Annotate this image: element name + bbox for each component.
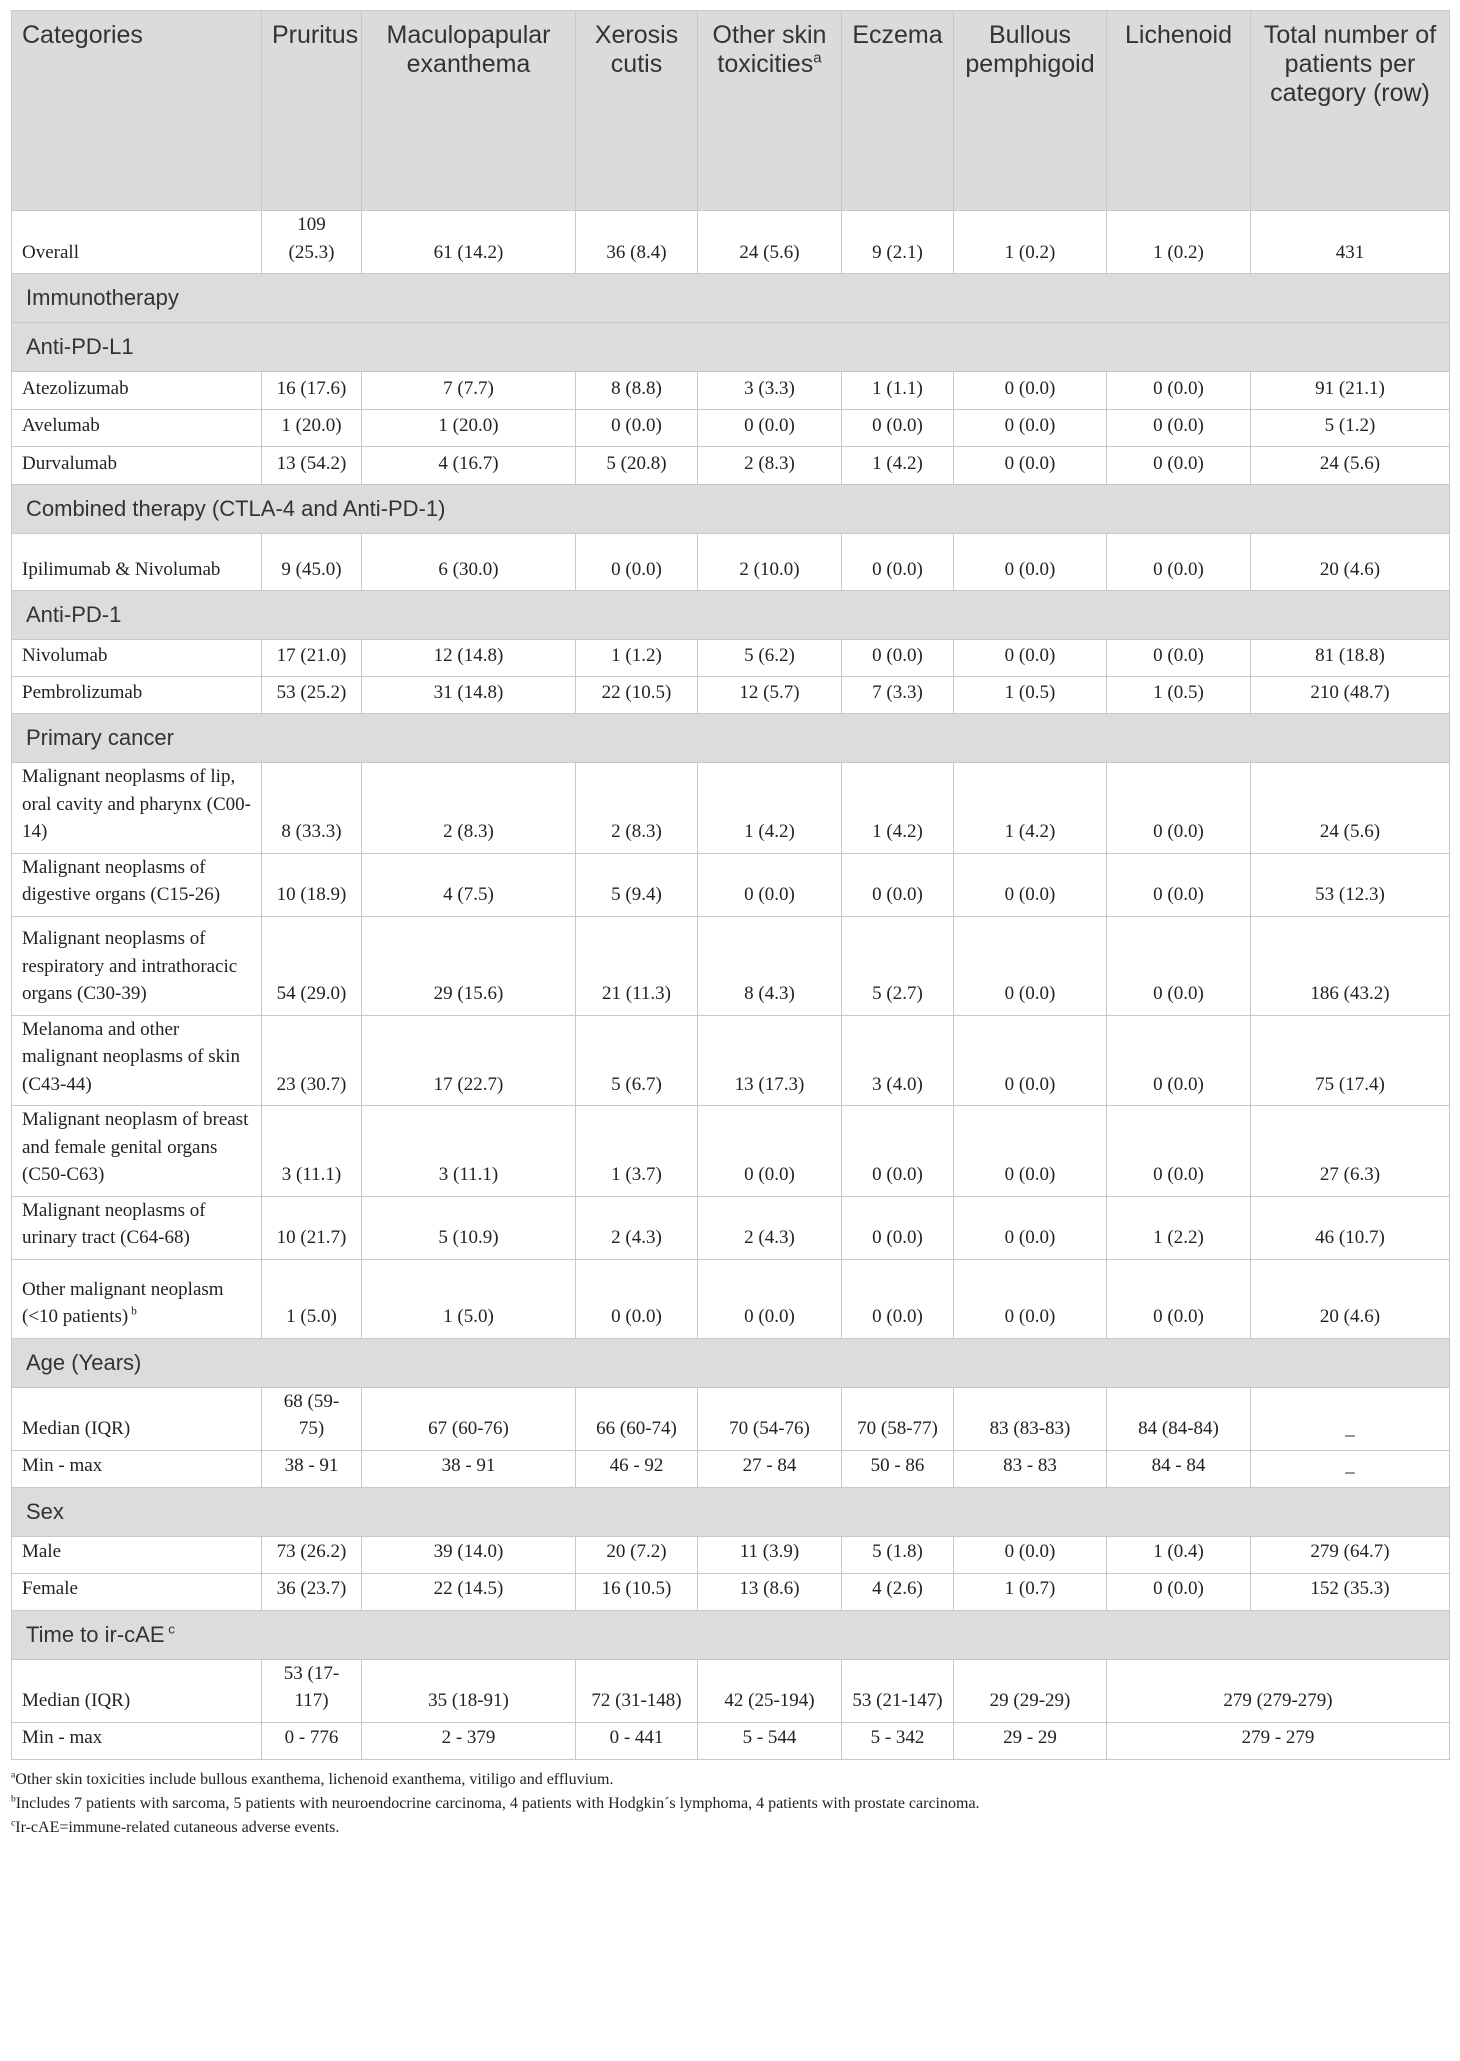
cell-other-skin: 0 (0.0) <box>698 1106 842 1197</box>
row-label: Overall <box>12 211 262 274</box>
cell-bullous-pemphigoid: 1 (0.7) <box>954 1573 1107 1610</box>
cell-other-skin: 0 (0.0) <box>698 1259 842 1338</box>
row-label: Malignant neoplasms of urinary tract (C64-68) <box>12 1196 262 1259</box>
cell-eczema: 0 (0.0) <box>842 410 954 447</box>
cell-pruritus: 36 (23.7) <box>262 1573 362 1610</box>
footnote-marker: a <box>11 1769 16 1781</box>
cell-maculopapular: 4 (16.7) <box>362 447 576 485</box>
cell-lichenoid: 0 (0.0) <box>1107 372 1251 410</box>
row-label: Avelumab <box>12 410 262 447</box>
cell-eczema: 5 (1.8) <box>842 1536 954 1573</box>
row-label: Male <box>12 1536 262 1573</box>
row-label: Malignant neoplasm of breast and female genital organs (C50-C63) <box>12 1106 262 1197</box>
cell-bullous-pemphigoid: 1 (4.2) <box>954 763 1107 854</box>
cell-eczema: 5 (2.7) <box>842 916 954 1015</box>
cell-bullous-pemphigoid: 1 (0.2) <box>954 211 1107 274</box>
cell-eczema: 4 (2.6) <box>842 1573 954 1610</box>
cell-eczema: 0 (0.0) <box>842 853 954 916</box>
header-row <box>12 11 1450 211</box>
cell-bullous-pemphigoid: 0 (0.0) <box>954 1196 1107 1259</box>
cell-eczema: 3 (4.0) <box>842 1015 954 1106</box>
cell-other-skin: 2 (8.3) <box>698 447 842 485</box>
cell-maculopapular: 6 (30.0) <box>362 534 576 591</box>
cell-lichenoid: 84 (84-84) <box>1107 1387 1251 1450</box>
cell-total: 91 (21.1) <box>1251 372 1450 410</box>
cell-xerosis: 1 (1.2) <box>576 640 698 677</box>
cell-bullous-pemphigoid: 0 (0.0) <box>954 1106 1107 1197</box>
table-row <box>12 1106 1450 1197</box>
cell-bullous-pemphigoid: 0 (0.0) <box>954 410 1107 447</box>
table-row <box>12 916 1450 1015</box>
table-row <box>12 211 1450 274</box>
table-row <box>12 763 1450 854</box>
cell-pruritus: 17 (21.0) <box>262 640 362 677</box>
cell-lichenoid: 1 (0.2) <box>1107 211 1251 274</box>
cell-lichenoid: 1 (2.2) <box>1107 1196 1251 1259</box>
cell-total: 27 (6.3) <box>1251 1106 1450 1197</box>
row-label: Ipilimumab & Nivolumab <box>12 534 262 591</box>
cell-maculopapular: 29 (15.6) <box>362 916 576 1015</box>
cell-eczema: 0 (0.0) <box>842 1106 954 1197</box>
cell-xerosis: 22 (10.5) <box>576 677 698 714</box>
header-maculopapular-exanthema: Maculopapular exanthema <box>362 11 576 211</box>
cell-bullous-pemphigoid: 29 - 29 <box>954 1722 1107 1759</box>
cell-eczema: 1 (1.1) <box>842 372 954 410</box>
section-row <box>12 714 1450 763</box>
cell-other-skin: 27 - 84 <box>698 1450 842 1487</box>
footnotes <box>11 1768 1449 1840</box>
cell-pruritus: 9 (45.0) <box>262 534 362 591</box>
section-label: Anti-PD-L1 <box>12 323 1450 372</box>
cell-pruritus: 54 (29.0) <box>262 916 362 1015</box>
table-row <box>12 1573 1450 1610</box>
cell-xerosis: 0 (0.0) <box>576 534 698 591</box>
cell-bullous-pemphigoid: 1 (0.5) <box>954 677 1107 714</box>
cell-maculopapular: 61 (14.2) <box>362 211 576 274</box>
cell-lichenoid: 84 - 84 <box>1107 1450 1251 1487</box>
cell-other-skin: 2 (4.3) <box>698 1196 842 1259</box>
cell-other-skin: 24 (5.6) <box>698 211 842 274</box>
cell-bullous-pemphigoid: 0 (0.0) <box>954 372 1107 410</box>
cell-xerosis: 46 - 92 <box>576 1450 698 1487</box>
footnote <box>11 1768 1449 1792</box>
cell-maculopapular: 38 - 91 <box>362 1450 576 1487</box>
row-label: Min - max <box>12 1722 262 1759</box>
cell-eczema: 0 (0.0) <box>842 1259 954 1338</box>
cell-eczema: 0 (0.0) <box>842 640 954 677</box>
cell-pruritus: 1 (20.0) <box>262 410 362 447</box>
table-row <box>12 410 1450 447</box>
row-label-sup: b <box>128 1305 137 1318</box>
section-label: Immunotherapy <box>12 274 1450 323</box>
cell-lichenoid: 0 (0.0) <box>1107 1015 1251 1106</box>
row-label: Pembrolizumab <box>12 677 262 714</box>
cell-xerosis: 16 (10.5) <box>576 1573 698 1610</box>
cell-maculopapular: 5 (10.9) <box>362 1196 576 1259</box>
cell-maculopapular: 31 (14.8) <box>362 677 576 714</box>
row-label: Median (IQR) <box>12 1659 262 1722</box>
cell-maculopapular: 12 (14.8) <box>362 640 576 677</box>
cell-pruritus: 13 (54.2) <box>262 447 362 485</box>
header-bullous-pemphigoid: Bullous pemphigoid <box>954 11 1107 211</box>
footnote-text: Includes 7 patients with sarcoma, 5 patients with neuroendocrine carcinoma, 4 patients with Hodgkin´s lymphoma, 4 patients with prostate carcinoma. <box>15 1794 980 1812</box>
cell-pruritus: 10 (18.9) <box>262 853 362 916</box>
footnote-text: Other skin toxicities include bullous exanthema, lichenoid exanthema, vitiligo and effluvium. <box>15 1770 614 1788</box>
header-total: Total number of patients per category (row) <box>1251 11 1450 211</box>
header-xerosis-cutis: Xerosis cutis <box>576 11 698 211</box>
cell-eczema: 1 (4.2) <box>842 447 954 485</box>
cell-lichenoid: 0 (0.0) <box>1107 763 1251 854</box>
cell-pruritus: 109 (25.3) <box>262 211 362 274</box>
cell-pruritus: 38 - 91 <box>262 1450 362 1487</box>
cell-lichenoid: 1 (0.5) <box>1107 677 1251 714</box>
cell-merged-lichenoid-total: 279 (279-279) <box>1107 1659 1450 1722</box>
header-other-skin-label: Other skin toxicities <box>712 21 827 78</box>
section-row <box>12 323 1450 372</box>
row-label: Melanoma and other malignant neoplasms of skin (C43-44) <box>12 1015 262 1106</box>
cell-maculopapular: 4 (7.5) <box>362 853 576 916</box>
cell-other-skin: 11 (3.9) <box>698 1536 842 1573</box>
cell-other-skin: 3 (3.3) <box>698 372 842 410</box>
cell-xerosis: 8 (8.8) <box>576 372 698 410</box>
cell-eczema: 5 - 342 <box>842 1722 954 1759</box>
table-row <box>12 447 1450 485</box>
cell-bullous-pemphigoid: 83 - 83 <box>954 1450 1107 1487</box>
section-row <box>12 274 1450 323</box>
section-row <box>12 1487 1450 1536</box>
cell-eczema: 0 (0.0) <box>842 1196 954 1259</box>
cell-xerosis: 2 (4.3) <box>576 1196 698 1259</box>
table-body <box>12 211 1450 1760</box>
cell-total: 186 (43.2) <box>1251 916 1450 1015</box>
section-row <box>12 1610 1450 1659</box>
table-row <box>12 1536 1450 1573</box>
header-eczema: Eczema <box>842 11 954 211</box>
cell-other-skin: 12 (5.7) <box>698 677 842 714</box>
section-row <box>12 485 1450 534</box>
footnote-marker: b <box>11 1793 16 1805</box>
cell-total: 20 (4.6) <box>1251 534 1450 591</box>
cell-other-skin: 0 (0.0) <box>698 853 842 916</box>
skin-toxicity-table <box>11 10 1450 1760</box>
footnote <box>11 1792 1449 1816</box>
cell-total: 24 (5.6) <box>1251 763 1450 854</box>
cell-pruritus: 1 (5.0) <box>262 1259 362 1338</box>
cell-xerosis: 1 (3.7) <box>576 1106 698 1197</box>
section-label: Combined therapy (CTLA-4 and Anti-PD-1) <box>12 485 1450 534</box>
cell-pruritus: 10 (21.7) <box>262 1196 362 1259</box>
cell-other-skin: 2 (10.0) <box>698 534 842 591</box>
footnote-marker: c <box>11 1817 16 1829</box>
cell-pruritus: 0 - 776 <box>262 1722 362 1759</box>
cell-lichenoid: 0 (0.0) <box>1107 1259 1251 1338</box>
cell-other-skin: 1 (4.2) <box>698 763 842 854</box>
table-row <box>12 1196 1450 1259</box>
cell-pruritus: 8 (33.3) <box>262 763 362 854</box>
cell-total: 53 (12.3) <box>1251 853 1450 916</box>
footnote <box>11 1816 1449 1840</box>
cell-eczema: 9 (2.1) <box>842 211 954 274</box>
cell-maculopapular: 7 (7.7) <box>362 372 576 410</box>
cell-bullous-pemphigoid: 0 (0.0) <box>954 447 1107 485</box>
cell-lichenoid: 0 (0.0) <box>1107 640 1251 677</box>
cell-eczema: 7 (3.3) <box>842 677 954 714</box>
cell-lichenoid: 0 (0.0) <box>1107 447 1251 485</box>
section-label: Time to ir-cAE $^c$ <box>12 1610 1450 1659</box>
cell-bullous-pemphigoid: 0 (0.0) <box>954 853 1107 916</box>
row-label: Other malignant neoplasm (<10 patients) $^b$ <box>12 1259 262 1338</box>
section-label: Anti-PD-1 <box>12 591 1450 640</box>
cell-lichenoid: 0 (0.0) <box>1107 853 1251 916</box>
cell-maculopapular: 1 (20.0) <box>362 410 576 447</box>
table-row <box>12 853 1450 916</box>
cell-other-skin: 0 (0.0) <box>698 410 842 447</box>
row-label: Min - max <box>12 1450 262 1487</box>
cell-pruritus: 16 (17.6) <box>262 372 362 410</box>
cell-xerosis: 21 (11.3) <box>576 916 698 1015</box>
row-label: Malignant neoplasms of digestive organs (C15-26) <box>12 853 262 916</box>
cell-maculopapular: 3 (11.1) <box>362 1106 576 1197</box>
cell-pruritus: 3 (11.1) <box>262 1106 362 1197</box>
cell-xerosis: 72 (31-148) <box>576 1659 698 1722</box>
cell-lichenoid: 0 (0.0) <box>1107 916 1251 1015</box>
cell-other-skin: 13 (8.6) <box>698 1573 842 1610</box>
cell-eczema: 70 (58-77) <box>842 1387 954 1450</box>
row-label: Malignant neoplasms of lip, oral cavity and pharynx (C00-14) <box>12 763 262 854</box>
cell-maculopapular: 1 (5.0) <box>362 1259 576 1338</box>
cell-bullous-pemphigoid: 29 (29-29) <box>954 1659 1107 1722</box>
cell-bullous-pemphigoid: 0 (0.0) <box>954 1259 1107 1338</box>
cell-xerosis: 0 (0.0) <box>576 410 698 447</box>
section-label: Age (Years) <box>12 1338 1450 1387</box>
table-row <box>12 372 1450 410</box>
cell-eczema: 50 - 86 <box>842 1450 954 1487</box>
header-lichenoid: Lichenoid <box>1107 11 1251 211</box>
cell-maculopapular: 67 (60-76) <box>362 1387 576 1450</box>
footnote-text: Ir-cAE=immune-related cutaneous adverse events. <box>15 1818 340 1836</box>
table-row <box>12 1722 1450 1759</box>
table-container <box>11 10 1449 1840</box>
cell-bullous-pemphigoid: 0 (0.0) <box>954 640 1107 677</box>
cell-lichenoid: 0 (0.0) <box>1107 1106 1251 1197</box>
cell-xerosis: 66 (60-74) <box>576 1387 698 1450</box>
cell-bullous-pemphigoid: 83 (83-83) <box>954 1387 1107 1450</box>
row-label: Female <box>12 1573 262 1610</box>
header-pruritus: Pruritus <box>262 11 362 211</box>
cell-other-skin: 70 (54-76) <box>698 1387 842 1450</box>
cell-eczema: 0 (0.0) <box>842 534 954 591</box>
cell-total: 24 (5.6) <box>1251 447 1450 485</box>
cell-total: 431 <box>1251 211 1450 274</box>
cell-xerosis: 2 (8.3) <box>576 763 698 854</box>
cell-total: _ <box>1251 1387 1450 1450</box>
cell-xerosis: 20 (7.2) <box>576 1536 698 1573</box>
section-row <box>12 591 1450 640</box>
cell-merged-lichenoid-total: 279 - 279 <box>1107 1722 1450 1759</box>
cell-xerosis: 5 (6.7) <box>576 1015 698 1106</box>
section-row <box>12 1338 1450 1387</box>
section-sup: c <box>164 1621 175 1637</box>
cell-lichenoid: 1 (0.4) <box>1107 1536 1251 1573</box>
cell-other-skin: 8 (4.3) <box>698 916 842 1015</box>
cell-bullous-pemphigoid: 0 (0.0) <box>954 534 1107 591</box>
header-categories: Categories <box>12 11 262 211</box>
cell-xerosis: 36 (8.4) <box>576 211 698 274</box>
cell-other-skin: 5 (6.2) <box>698 640 842 677</box>
header-other-skin-sup: a <box>813 49 822 67</box>
cell-total: 75 (17.4) <box>1251 1015 1450 1106</box>
cell-maculopapular: 22 (14.5) <box>362 1573 576 1610</box>
section-label: Primary cancer <box>12 714 1450 763</box>
cell-total: 279 (64.7) <box>1251 1536 1450 1573</box>
cell-pruritus: 73 (26.2) <box>262 1536 362 1573</box>
cell-total: 210 (48.7) <box>1251 677 1450 714</box>
cell-bullous-pemphigoid: 0 (0.0) <box>954 1536 1107 1573</box>
cell-pruritus: 68 (59-75) <box>262 1387 362 1450</box>
cell-lichenoid: 0 (0.0) <box>1107 1573 1251 1610</box>
cell-maculopapular: 2 - 379 <box>362 1722 576 1759</box>
row-label: Atezolizumab <box>12 372 262 410</box>
cell-maculopapular: 39 (14.0) <box>362 1536 576 1573</box>
cell-lichenoid: 0 (0.0) <box>1107 410 1251 447</box>
cell-total: _ <box>1251 1450 1450 1487</box>
row-label: Nivolumab <box>12 640 262 677</box>
table-row <box>12 1387 1450 1450</box>
table-row <box>12 640 1450 677</box>
cell-pruritus: 53 (25.2) <box>262 677 362 714</box>
cell-eczema: 53 (21-147) <box>842 1659 954 1722</box>
cell-eczema: 1 (4.2) <box>842 763 954 854</box>
cell-xerosis: 5 (20.8) <box>576 447 698 485</box>
cell-lichenoid: 0 (0.0) <box>1107 534 1251 591</box>
cell-other-skin: 42 (25-194) <box>698 1659 842 1722</box>
cell-pruritus: 23 (30.7) <box>262 1015 362 1106</box>
cell-other-skin: 5 - 544 <box>698 1722 842 1759</box>
cell-maculopapular: 17 (22.7) <box>362 1015 576 1106</box>
cell-bullous-pemphigoid: 0 (0.0) <box>954 1015 1107 1106</box>
cell-total: 5 (1.2) <box>1251 410 1450 447</box>
row-label: Median (IQR) <box>12 1387 262 1450</box>
table-row <box>12 1450 1450 1487</box>
cell-total: 20 (4.6) <box>1251 1259 1450 1338</box>
row-label: Durvalumab <box>12 447 262 485</box>
cell-xerosis: 0 - 441 <box>576 1722 698 1759</box>
table-row <box>12 677 1450 714</box>
table-row <box>12 534 1450 591</box>
cell-total: 81 (18.8) <box>1251 640 1450 677</box>
cell-xerosis: 5 (9.4) <box>576 853 698 916</box>
cell-maculopapular: 35 (18-91) <box>362 1659 576 1722</box>
section-label: Sex <box>12 1487 1450 1536</box>
header-other-skin-toxicities <box>698 11 842 211</box>
row-label: Malignant neoplasms of respiratory and intrathoracic organs (C30-39) <box>12 916 262 1015</box>
cell-xerosis: 0 (0.0) <box>576 1259 698 1338</box>
cell-total: 152 (35.3) <box>1251 1573 1450 1610</box>
cell-bullous-pemphigoid: 0 (0.0) <box>954 916 1107 1015</box>
cell-maculopapular: 2 (8.3) <box>362 763 576 854</box>
cell-other-skin: 13 (17.3) <box>698 1015 842 1106</box>
table-row <box>12 1015 1450 1106</box>
cell-total: 46 (10.7) <box>1251 1196 1450 1259</box>
cell-pruritus: 53 (17-117) <box>262 1659 362 1722</box>
table-row <box>12 1659 1450 1722</box>
table-row <box>12 1259 1450 1338</box>
